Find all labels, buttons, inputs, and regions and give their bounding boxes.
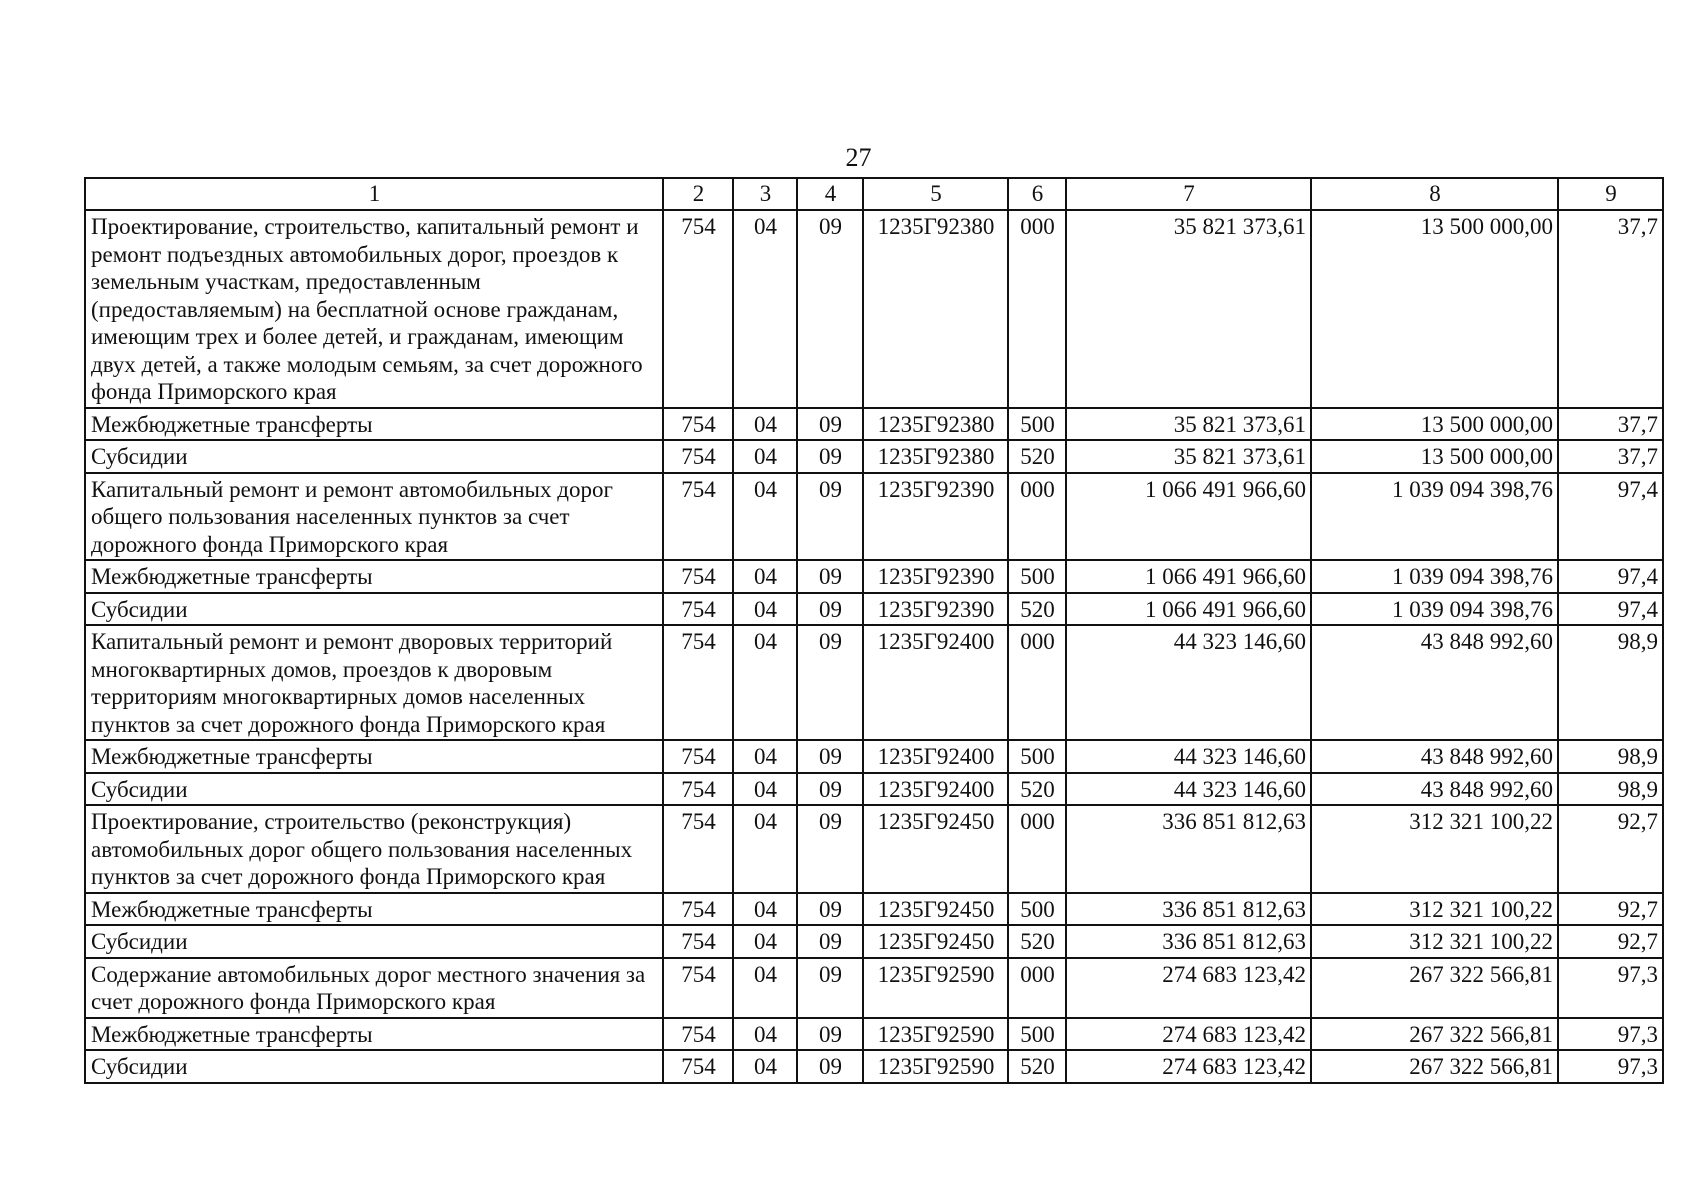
cell-col9-percent: 37,7 xyxy=(1558,440,1663,473)
row-name: Субсидии xyxy=(85,1050,663,1083)
cell-col2: 754 xyxy=(663,1018,733,1051)
cell-col4: 09 xyxy=(797,1018,863,1051)
cell-col2: 754 xyxy=(663,805,733,893)
cell-col2: 754 xyxy=(663,740,733,773)
cell-col5: 1235Г92390 xyxy=(863,560,1008,593)
cell-col2: 754 xyxy=(663,408,733,441)
cell-col5: 1235Г92590 xyxy=(863,1018,1008,1051)
cell-col6: 520 xyxy=(1008,925,1066,958)
table-row xyxy=(85,1018,1663,1051)
table-row xyxy=(85,805,1663,893)
cell-col4: 09 xyxy=(797,958,863,1018)
cell-col9-percent: 97,4 xyxy=(1558,560,1663,593)
cell-col6: 500 xyxy=(1008,408,1066,441)
cell-col6: 000 xyxy=(1008,958,1066,1018)
cell-col2: 754 xyxy=(663,893,733,926)
cell-col5: 1235Г92380 xyxy=(863,440,1008,473)
table-row xyxy=(85,925,1663,958)
cell-col8-amount: 267 322 566,81 xyxy=(1311,958,1558,1018)
cell-col4: 09 xyxy=(797,593,863,626)
row-name: Субсидии xyxy=(85,593,663,626)
cell-col4: 09 xyxy=(797,925,863,958)
cell-col9-percent: 98,9 xyxy=(1558,773,1663,806)
cell-col2: 754 xyxy=(663,440,733,473)
cell-col6: 500 xyxy=(1008,560,1066,593)
cell-col8-amount: 312 321 100,22 xyxy=(1311,893,1558,926)
cell-col7-amount: 274 683 123,42 xyxy=(1066,1018,1311,1051)
cell-col5: 1235Г92450 xyxy=(863,805,1008,893)
cell-col8-amount: 312 321 100,22 xyxy=(1311,805,1558,893)
table-row xyxy=(85,560,1663,593)
cell-col8-amount: 13 500 000,00 xyxy=(1311,210,1558,408)
cell-col7-amount: 35 821 373,61 xyxy=(1066,408,1311,441)
cell-col8-amount: 267 322 566,81 xyxy=(1311,1050,1558,1083)
cell-col6: 500 xyxy=(1008,893,1066,926)
cell-col8-amount: 1 039 094 398,76 xyxy=(1311,560,1558,593)
table-row xyxy=(85,440,1663,473)
cell-col7-amount: 336 851 812,63 xyxy=(1066,893,1311,926)
column-header: 9 xyxy=(1558,178,1663,210)
column-header: 3 xyxy=(733,178,797,210)
cell-col8-amount: 43 848 992,60 xyxy=(1311,625,1558,740)
row-name: Межбюджетные трансферты xyxy=(85,1018,663,1051)
row-name: Проектирование, строительство (реконструкция) автомобильных дорог общего пользования населенных пунктов за счет дорожного фонда Приморского края xyxy=(85,805,663,893)
header-row xyxy=(85,178,1663,210)
table-row xyxy=(85,473,1663,561)
cell-col5: 1235Г92390 xyxy=(863,473,1008,561)
cell-col7-amount: 274 683 123,42 xyxy=(1066,958,1311,1018)
cell-col4: 09 xyxy=(797,473,863,561)
column-header: 6 xyxy=(1008,178,1066,210)
table-row xyxy=(85,625,1663,740)
cell-col8-amount: 1 039 094 398,76 xyxy=(1311,593,1558,626)
cell-col9-percent: 97,3 xyxy=(1558,1018,1663,1051)
cell-col4: 09 xyxy=(797,408,863,441)
row-name: Межбюджетные трансферты xyxy=(85,740,663,773)
table-row xyxy=(85,408,1663,441)
cell-col8-amount: 43 848 992,60 xyxy=(1311,773,1558,806)
cell-col9-percent: 97,3 xyxy=(1558,1050,1663,1083)
cell-col3: 04 xyxy=(733,1050,797,1083)
column-header: 8 xyxy=(1311,178,1558,210)
cell-col7-amount: 1 066 491 966,60 xyxy=(1066,473,1311,561)
row-name: Капитальный ремонт и ремонт дворовых территорий многоквартирных домов, проездов к дворовым территориям многоквартирных домов населенных пунктов за счет дорожного фонда Приморского края xyxy=(85,625,663,740)
cell-col2: 754 xyxy=(663,925,733,958)
cell-col5: 1235Г92400 xyxy=(863,740,1008,773)
cell-col3: 04 xyxy=(733,560,797,593)
cell-col9-percent: 37,7 xyxy=(1558,408,1663,441)
column-header: 7 xyxy=(1066,178,1311,210)
cell-col3: 04 xyxy=(733,893,797,926)
cell-col7-amount: 44 323 146,60 xyxy=(1066,740,1311,773)
table-row xyxy=(85,1050,1663,1083)
cell-col6: 500 xyxy=(1008,1018,1066,1051)
cell-col2: 754 xyxy=(663,625,733,740)
cell-col2: 754 xyxy=(663,958,733,1018)
column-header: 4 xyxy=(797,178,863,210)
cell-col6: 000 xyxy=(1008,625,1066,740)
cell-col9-percent: 97,4 xyxy=(1558,473,1663,561)
cell-col3: 04 xyxy=(733,925,797,958)
row-name: Субсидии xyxy=(85,925,663,958)
cell-col5: 1235Г92390 xyxy=(863,593,1008,626)
cell-col7-amount: 336 851 812,63 xyxy=(1066,805,1311,893)
cell-col5: 1235Г92450 xyxy=(863,893,1008,926)
cell-col3: 04 xyxy=(733,440,797,473)
row-name: Капитальный ремонт и ремонт автомобильных дорог общего пользования населенных пунктов за счет дорожного фонда Приморского края xyxy=(85,473,663,561)
cell-col5: 1235Г92450 xyxy=(863,925,1008,958)
cell-col8-amount: 13 500 000,00 xyxy=(1311,408,1558,441)
table-row xyxy=(85,593,1663,626)
cell-col4: 09 xyxy=(797,560,863,593)
table-row xyxy=(85,893,1663,926)
cell-col6: 000 xyxy=(1008,805,1066,893)
cell-col4: 09 xyxy=(797,773,863,806)
cell-col2: 754 xyxy=(663,560,733,593)
cell-col3: 04 xyxy=(733,805,797,893)
cell-col7-amount: 44 323 146,60 xyxy=(1066,773,1311,806)
cell-col5: 1235Г92380 xyxy=(863,210,1008,408)
cell-col2: 754 xyxy=(663,1050,733,1083)
cell-col6: 500 xyxy=(1008,740,1066,773)
cell-col4: 09 xyxy=(797,210,863,408)
cell-col4: 09 xyxy=(797,625,863,740)
row-name: Субсидии xyxy=(85,773,663,806)
cell-col2: 754 xyxy=(663,473,733,561)
cell-col5: 1235Г92590 xyxy=(863,1050,1008,1083)
row-name: Субсидии xyxy=(85,440,663,473)
cell-col9-percent: 98,9 xyxy=(1558,625,1663,740)
cell-col3: 04 xyxy=(733,773,797,806)
table-row xyxy=(85,210,1663,408)
cell-col3: 04 xyxy=(733,958,797,1018)
table-body xyxy=(85,210,1663,1083)
row-name: Проектирование, строительство, капитальный ремонт и ремонт подъездных автомобильных дорог, проездов к земельным участкам, предоставленным (предоставляемым) на бесплатной основе гражданам, имеющим трех и более детей, и гражданам, имеющим двух детей, а также молодым семьям, за счет дорожного фонда Приморского края xyxy=(85,210,663,408)
cell-col4: 09 xyxy=(797,740,863,773)
cell-col3: 04 xyxy=(733,625,797,740)
cell-col9-percent: 98,9 xyxy=(1558,740,1663,773)
row-name: Межбюджетные трансферты xyxy=(85,560,663,593)
cell-col6: 520 xyxy=(1008,1050,1066,1083)
cell-col7-amount: 336 851 812,63 xyxy=(1066,925,1311,958)
cell-col7-amount: 35 821 373,61 xyxy=(1066,440,1311,473)
page-number: 27 xyxy=(845,143,872,172)
cell-col8-amount: 13 500 000,00 xyxy=(1311,440,1558,473)
cell-col2: 754 xyxy=(663,210,733,408)
cell-col8-amount: 43 848 992,60 xyxy=(1311,740,1558,773)
table-row xyxy=(85,740,1663,773)
cell-col5: 1235Г92400 xyxy=(863,625,1008,740)
cell-col9-percent: 97,4 xyxy=(1558,593,1663,626)
cell-col2: 754 xyxy=(663,593,733,626)
cell-col3: 04 xyxy=(733,473,797,561)
cell-col8-amount: 312 321 100,22 xyxy=(1311,925,1558,958)
cell-col9-percent: 92,7 xyxy=(1558,893,1663,926)
cell-col4: 09 xyxy=(797,893,863,926)
cell-col6: 520 xyxy=(1008,440,1066,473)
cell-col6: 520 xyxy=(1008,773,1066,806)
cell-col3: 04 xyxy=(733,408,797,441)
cell-col5: 1235Г92380 xyxy=(863,408,1008,441)
cell-col6: 520 xyxy=(1008,593,1066,626)
cell-col7-amount: 1 066 491 966,60 xyxy=(1066,560,1311,593)
cell-col5: 1235Г92400 xyxy=(863,773,1008,806)
cell-col7-amount: 1 066 491 966,60 xyxy=(1066,593,1311,626)
budget-table xyxy=(84,177,1664,1084)
column-header: 1 xyxy=(85,178,663,210)
cell-col8-amount: 1 039 094 398,76 xyxy=(1311,473,1558,561)
cell-col7-amount: 35 821 373,61 xyxy=(1066,210,1311,408)
cell-col4: 09 xyxy=(797,805,863,893)
cell-col7-amount: 274 683 123,42 xyxy=(1066,1050,1311,1083)
cell-col3: 04 xyxy=(733,593,797,626)
cell-col8-amount: 267 322 566,81 xyxy=(1311,1018,1558,1051)
row-name: Межбюджетные трансферты xyxy=(85,893,663,926)
cell-col9-percent: 92,7 xyxy=(1558,805,1663,893)
cell-col6: 000 xyxy=(1008,210,1066,408)
column-header: 5 xyxy=(863,178,1008,210)
cell-col6: 000 xyxy=(1008,473,1066,561)
row-name: Содержание автомобильных дорог местного значения за счет дорожного фонда Приморского края xyxy=(85,958,663,1018)
cell-col4: 09 xyxy=(797,1050,863,1083)
column-header: 2 xyxy=(663,178,733,210)
cell-col9-percent: 37,7 xyxy=(1558,210,1663,408)
cell-col2: 754 xyxy=(663,773,733,806)
table-row xyxy=(85,958,1663,1018)
cell-col7-amount: 44 323 146,60 xyxy=(1066,625,1311,740)
cell-col5: 1235Г92590 xyxy=(863,958,1008,1018)
cell-col4: 09 xyxy=(797,440,863,473)
cell-col3: 04 xyxy=(733,740,797,773)
table-row xyxy=(85,773,1663,806)
cell-col3: 04 xyxy=(733,1018,797,1051)
cell-col3: 04 xyxy=(733,210,797,408)
cell-col9-percent: 92,7 xyxy=(1558,925,1663,958)
row-name: Межбюджетные трансферты xyxy=(85,408,663,441)
cell-col9-percent: 97,3 xyxy=(1558,958,1663,1018)
